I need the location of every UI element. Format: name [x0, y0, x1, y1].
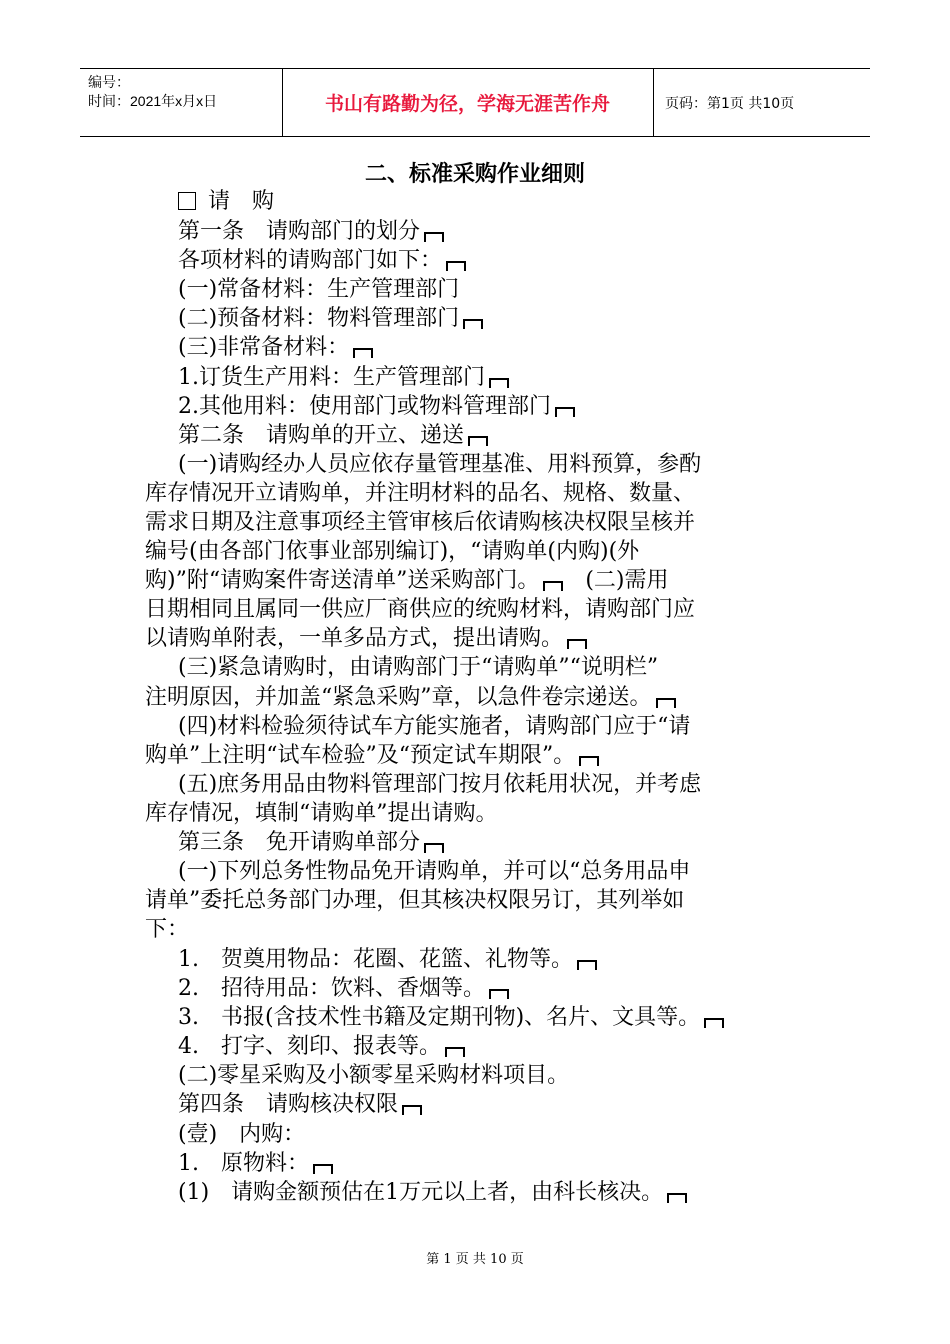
paragraph-mark-icon: [313, 1164, 333, 1174]
document-number-label: 编号：: [88, 74, 130, 90]
body-line: [178, 276, 459, 304]
body-line-text: (三)紧急请购时，由请购部门于“请购单”“说明栏”: [178, 655, 659, 680]
body-line-text: 1.订货生产用料：生产管理部门: [178, 365, 485, 390]
body-line-text: (三)非常备材料：: [178, 335, 350, 360]
paragraph-mark-icon: [446, 261, 466, 271]
body-line: [145, 538, 639, 566]
body-line: [178, 1150, 333, 1178]
body-line-text: (一)下列总务性物品免开请购单，并可以“总务用品申: [178, 859, 691, 884]
body-line: [178, 975, 509, 1003]
body-line: [145, 625, 587, 653]
body-line-text: 购)”附“请购案件寄送清单”送采购部门。: [145, 568, 540, 593]
paragraph-mark-icon: [489, 378, 509, 388]
body-line-text: 注明原因，并加盖“紧急采购”章，以急件卷宗递送。: [145, 685, 652, 710]
paragraph-mark-icon: [445, 1047, 465, 1057]
body-line: [178, 1091, 422, 1119]
body-line: [178, 771, 701, 799]
header-meta: [88, 73, 217, 111]
paragraph-mark-icon: [577, 960, 597, 970]
body-line-text: 各项材料的请购部门如下：: [178, 248, 443, 273]
body-line: [178, 858, 690, 886]
document-title: 二、标准采购作业细则: [364, 162, 585, 187]
body-line: [145, 509, 695, 537]
body-line: [178, 713, 690, 741]
page-footer: 第 1 页 共 10 页: [426, 1252, 524, 1267]
paragraph-mark-icon: [579, 756, 599, 766]
body-line-text: 1. 原物料：: [178, 1151, 309, 1176]
body-line: [145, 480, 695, 508]
document-date-label: 时间：2021年x月x日: [88, 93, 218, 109]
body-line-text: 4. 打字、刻印、报表等。: [178, 1034, 441, 1059]
body-line-text: 第一条 请购部门的划分: [178, 219, 421, 244]
paragraph-mark-icon: [463, 319, 483, 329]
body-line-text: 库存情况，填制“请购单”提出请购。: [145, 801, 498, 826]
body-line: [178, 393, 575, 421]
body-line: [178, 1179, 687, 1207]
body-line: [145, 684, 676, 712]
body-line-text: 编号(由各部门依事业部别编订)，“请购单(内购)(外: [145, 539, 640, 564]
body-line-text: (二)零星采购及小额零星采购材料项目。: [178, 1063, 570, 1088]
body-line-tail: (二)需用: [563, 568, 669, 593]
body-line-text: (一)常备材料：生产管理部门: [178, 277, 460, 302]
header-divider: [653, 69, 654, 136]
body-line: [145, 887, 684, 915]
body-line-text: (壹) 内购：: [178, 1122, 306, 1147]
paragraph-mark-icon: [489, 989, 509, 999]
body-line: [145, 567, 669, 595]
body-line-text: 2.其他用料：使用部门或物料管理部门: [178, 394, 551, 419]
body-line: [178, 1033, 465, 1061]
paragraph-mark-icon: [555, 407, 575, 417]
paragraph-mark-icon: [667, 1193, 687, 1203]
body-line: [178, 1062, 569, 1090]
body-line-text: 购单”上注明“试车检验”及“预定试车期限”。: [145, 743, 576, 768]
body-line: [145, 596, 695, 624]
body-line-text: (二)预备材料：物料管理部门: [178, 306, 460, 331]
paragraph-mark-icon: [402, 1105, 422, 1115]
body-line: [178, 305, 483, 333]
body-line-text: 需求日期及注意事项经主管审核后依请购核决权限呈核并: [145, 510, 696, 535]
body-line: [178, 218, 444, 246]
checkbox-square-icon: [178, 192, 196, 210]
body-line-text: 下：: [145, 917, 190, 942]
body-line-text: 日期相同且属同一供应厂商供应的统购材料，请购部门应: [145, 597, 696, 622]
header-motto: 书山有路勤为径，学海无涯苦作舟: [324, 93, 610, 115]
body-line-text: 第四条 请购核决权限: [178, 1092, 399, 1117]
page-header-box: [80, 68, 870, 137]
paragraph-mark-icon: [424, 232, 444, 242]
body-line-text: 以请购单附表，一单多品方式，提出请购。: [145, 626, 564, 651]
body-line-text: 库存情况开立请购单，并注明材料的品名、规格、数量、: [145, 481, 696, 506]
body-line: [178, 1121, 305, 1149]
body-line-text: (五)庶务用品由物料管理部门按月依耗用状况，并考虑: [178, 772, 702, 797]
body-line: [178, 829, 444, 857]
body-line-text: (1) 请购金额预估在1万元以上者，由科长核决。: [178, 1180, 664, 1205]
body-line-text: 第二条 请购单的开立、递送: [178, 423, 465, 448]
paragraph-mark-icon: [468, 436, 488, 446]
body-line-text: (一)请购经办人员应依存量管理基准、用料预算，参酌: [178, 452, 702, 477]
body-line: [178, 334, 373, 362]
body-line-text: 第三条 免开请购单部分: [178, 830, 421, 855]
header-page-info: 页码：第1页 共10页: [665, 96, 795, 112]
paragraph-mark-icon: [543, 581, 563, 591]
body-line: [145, 916, 189, 944]
body-line-text: 2. 招待用品：饮料、香烟等。: [178, 976, 485, 1001]
body-line-text: (四)材料检验须待试车方能实施者，请购部门应于“请: [178, 714, 691, 739]
paragraph-mark-icon: [656, 698, 676, 708]
body-line: [178, 364, 509, 392]
body-line: [178, 946, 597, 974]
body-line: [145, 742, 599, 770]
paragraph-mark-icon: [424, 843, 444, 853]
body-line-text: 3. 书报(含技术性书籍及定期刊物)、名片、文具等。: [178, 1005, 701, 1030]
paragraph-mark-icon: [567, 639, 587, 649]
body-line: [178, 247, 466, 275]
body-line: [178, 1004, 724, 1032]
paragraph-mark-icon: [353, 348, 373, 358]
body-line-text: 1. 贺奠用物品：花圈、花篮、礼物等。: [178, 947, 573, 972]
body-line: [178, 654, 658, 682]
body-line: [178, 188, 274, 216]
body-line: [145, 800, 498, 828]
body-line: [178, 451, 701, 479]
body-line-text: 请单”委托总务部门办理，但其核决权限另订，其列举如: [145, 888, 685, 913]
body-line-text: 请 购: [208, 189, 275, 214]
body-line: [178, 422, 488, 450]
paragraph-mark-icon: [704, 1018, 724, 1028]
